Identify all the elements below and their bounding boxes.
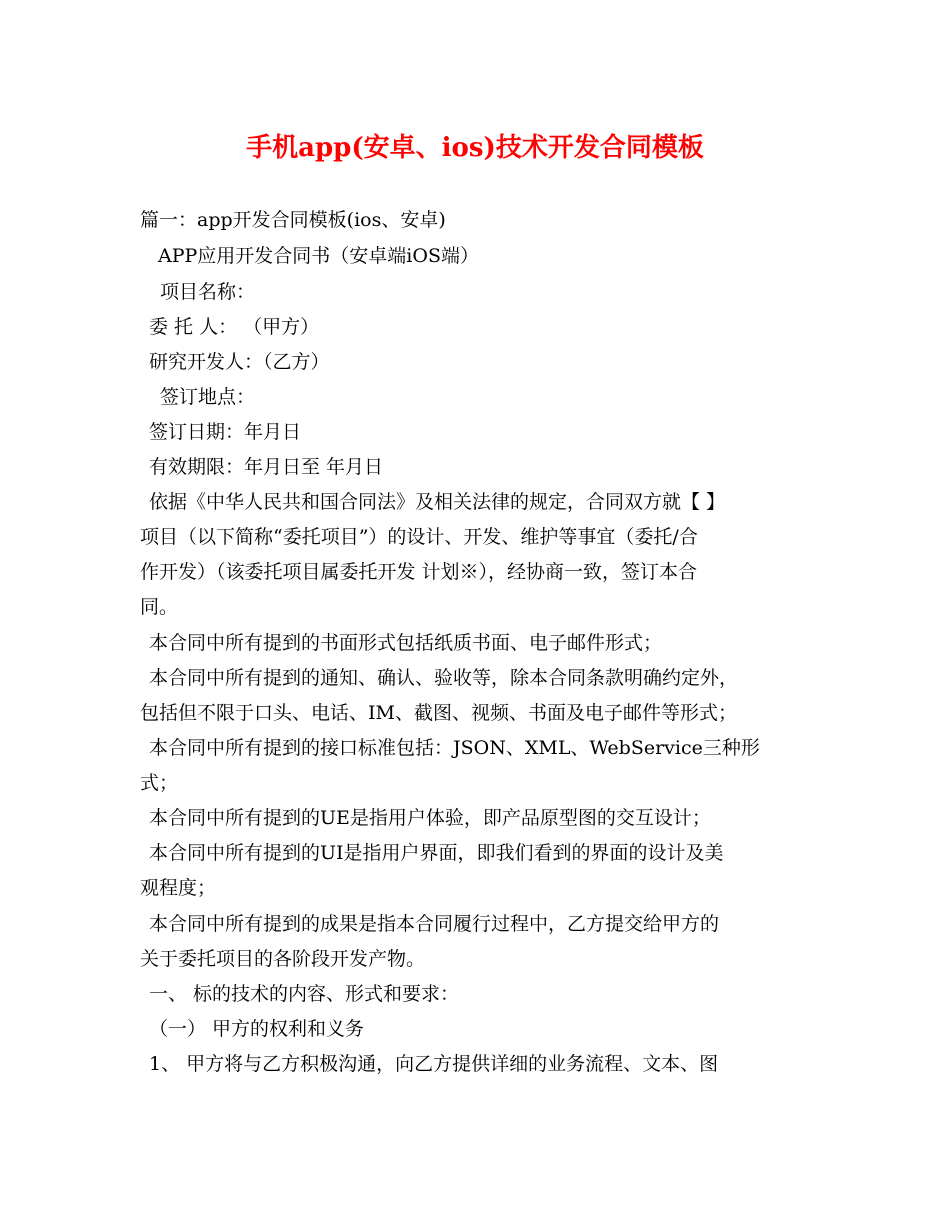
- text-line-19: 本合同中所有提到的UI是指用户界面，即我们看到的界面的设计及美: [149, 842, 724, 864]
- text-line-7: 签订日期：年月日: [149, 421, 302, 443]
- text-line-22: 关于委托项目的各阶段开发产物。: [140, 948, 426, 970]
- text-line-1: 篇一：app开发合同模板(ios、安卓): [140, 209, 446, 231]
- text-line-11: 作开发）（该委托项目属委托开发 计划※），经协商一致，签订本合: [140, 561, 698, 583]
- text-line-15: 包括但不限于口头、电话、IM、截图、视频、书面及电子邮件等形式；: [140, 702, 737, 724]
- document-title: 手机app(安卓、ios)技术开发合同模板: [246, 133, 704, 163]
- text-line-12: 同。: [140, 596, 179, 618]
- text-line-9: 依据《中华人民共和国合同法》及相关法律的规定，合同双方就【 】: [149, 491, 726, 513]
- text-line-5: 研究开发人：（乙方）: [149, 351, 330, 373]
- text-line-17: 式；: [140, 772, 179, 794]
- text-line-8: 有效期限：年月日至 年月日: [149, 456, 384, 478]
- text-line-25: 1、 甲方将与乙方积极沟通，向乙方提供详细的业务流程、文本、图: [149, 1053, 719, 1075]
- text-line-18: 本合同中所有提到的UE是指用户体验，即产品原型图的交互设计；: [149, 807, 711, 829]
- text-line-14: 本合同中所有提到的通知、确认、验收等，除本合同条款明确约定外，: [149, 667, 739, 689]
- text-line-16: 本合同中所有提到的接口标准包括：JSON、XML、WebService三种形: [149, 737, 760, 759]
- text-line-6: 签订地点：: [160, 386, 256, 408]
- text-line-10: 项目（以下简称“委托项目”）的设计、开发、维护等事宜（委托/合: [140, 526, 698, 548]
- text-line-4: 委 托 人： （甲方）: [149, 316, 320, 338]
- text-line-20: 观程度；: [140, 877, 217, 899]
- text-line-3: 项目名称：: [160, 281, 256, 303]
- text-line-21: 本合同中所有提到的成果是指本合同履行过程中，乙方提交给甲方的: [149, 913, 720, 935]
- text-line-24: （一） 甲方的权利和义务: [149, 1018, 365, 1040]
- text-line-2: APP应用开发合同书（安卓端iOS端）: [158, 245, 479, 267]
- text-line-13: 本合同中所有提到的书面形式包括纸质书面、电子邮件形式；: [149, 632, 663, 654]
- text-line-23: 一、 标的技术的内容、形式和要求：: [149, 983, 460, 1005]
